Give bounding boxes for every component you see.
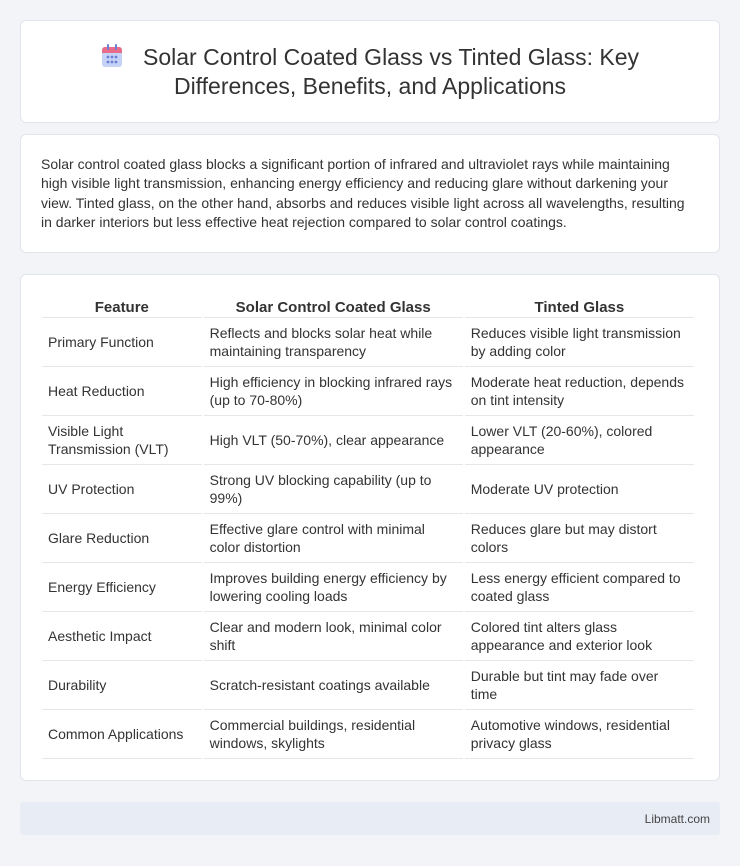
page-title: [61, 43, 679, 101]
footer-bar: [20, 802, 720, 835]
comparison-table: [40, 296, 696, 759]
page-title-text: Solar Control Coated Glass vs Tinted Glass: Key Differences, Benefits, and Applications: [143, 43, 639, 99]
coated-cell: High efficiency in blocking infrared rays (up to 70-80%): [204, 367, 463, 416]
coated-cell: Reflects and blocks solar heat while maintaining transparency: [204, 318, 463, 367]
coated-cell: Commercial buildings, residential windows, skylights: [204, 710, 463, 759]
coated-cell: Scratch-resistant coatings available: [204, 661, 463, 710]
feature-cell: Primary Function: [42, 318, 202, 367]
feature-cell: Aesthetic Impact: [42, 612, 202, 661]
tinted-cell: Reduces glare but may distort colors: [465, 514, 694, 563]
table-row: [42, 612, 694, 661]
intro-card: [20, 134, 720, 253]
tinted-cell: Moderate heat reduction, depends on tint intensity: [465, 367, 694, 416]
tinted-cell: Less energy efficient compared to coated glass: [465, 563, 694, 612]
table-row: [42, 563, 694, 612]
footer-site-link[interactable]: Libmatt.com: [644, 811, 710, 826]
calendar-icon: [101, 44, 123, 68]
coated-cell: Clear and modern look, minimal color shift: [204, 612, 463, 661]
tinted-cell: Durable but tint may fade over time: [465, 661, 694, 710]
feature-cell: Durability: [42, 661, 202, 710]
feature-cell: Energy Efficiency: [42, 563, 202, 612]
title-card: [20, 20, 720, 123]
header-feature: Feature: [42, 296, 202, 318]
coated-cell: Effective glare control with minimal color distortion: [204, 514, 463, 563]
table-row: [42, 318, 694, 367]
tinted-cell: Automotive windows, residential privacy glass: [465, 710, 694, 759]
table-header-row: [42, 296, 694, 318]
feature-cell: Common Applications: [42, 710, 202, 759]
title-container: [21, 21, 719, 122]
coated-cell: Improves building energy efficiency by lowering cooling loads: [204, 563, 463, 612]
tinted-cell: Moderate UV protection: [465, 465, 694, 514]
table-row: [42, 661, 694, 710]
table-row: [42, 710, 694, 759]
table-row: [42, 514, 694, 563]
intro-paragraph: Solar control coated glass blocks a significant portion of infrared and ultraviolet rays while maintaining high visible light transmission, enhancing energy efficiency and reducing glare without darkening your view. Tinted glass, on the other hand, absorbs and reduces visible light across all wavelengths, resulting in darker interiors but less effective heat rejection compared to solar control coatings.: [41, 156, 685, 231]
comparison-table-card: [20, 274, 720, 781]
header-coated-glass: Solar Control Coated Glass: [204, 296, 463, 318]
table-row: [42, 465, 694, 514]
table-row: [42, 367, 694, 416]
coated-cell: Strong UV blocking capability (up to 99%): [204, 465, 463, 514]
table-row: [42, 416, 694, 465]
feature-cell: Glare Reduction: [42, 514, 202, 563]
tinted-cell: Lower VLT (20-60%), colored appearance: [465, 416, 694, 465]
tinted-cell: Reduces visible light transmission by adding color: [465, 318, 694, 367]
feature-cell: Visible Light Transmission (VLT): [42, 416, 202, 465]
header-tinted-glass: Tinted Glass: [465, 296, 694, 318]
feature-cell: Heat Reduction: [42, 367, 202, 416]
tinted-cell: Colored tint alters glass appearance and exterior look: [465, 612, 694, 661]
feature-cell: UV Protection: [42, 465, 202, 514]
coated-cell: High VLT (50-70%), clear appearance: [204, 416, 463, 465]
